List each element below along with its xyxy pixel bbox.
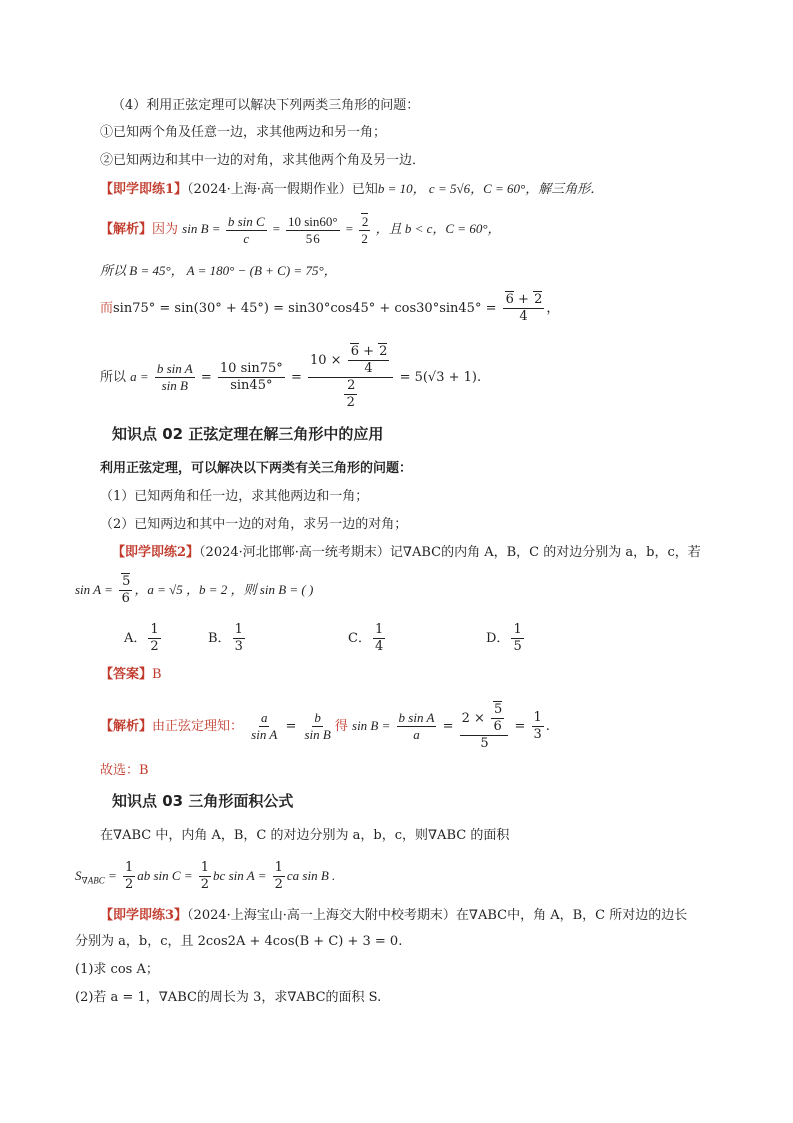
kp2-item-2: （2）已知两边和其中一边的对角，求另一边的对角； bbox=[100, 517, 408, 532]
frac-sin75: $\frac{6 + 2}{4}$ bbox=[503, 292, 545, 325]
ex1-line-b bbox=[100, 262, 337, 281]
ex1-line-sin75: 而sin75° = sin(30° + 45°) = sin30°cos45° + cos30°sin45° = $\frac{6 + 2}{4}$ ， bbox=[100, 292, 560, 324]
kp2-item-1: （1）已知两角和任一边，求其他两边和一角； bbox=[100, 489, 369, 504]
ex1-header bbox=[100, 180, 603, 199]
intro-line-2: ①已知两个角及任意一边，求其他两边和另一角； bbox=[100, 125, 387, 140]
ex2-cond: sin A = $\frac{5}{6}$ ，a = √5 ，b = 2 ，则 sin B = ( ) bbox=[75, 574, 314, 606]
option-a[interactable]: A． $\frac{1}{2}$ bbox=[124, 622, 159, 654]
ex3-q1: (1)求 cos A； bbox=[75, 962, 159, 977]
ex2-ans-val: B bbox=[152, 667, 162, 682]
ex1-jx-cond: ，且 b < c，C = 60°， bbox=[375, 221, 501, 236]
ex3-text: （2024·上海宝山·高一上海交大附中校考期末）在∇ABC中，角 A，B，C 所对边的边长 bbox=[187, 908, 688, 923]
intro-line-3: ②已知两边和其中一边的对角，求其他两个角及另一边． bbox=[100, 153, 426, 168]
kp3-text: 在∇ABC 中，内角 A，B，C 的对边分别为 a，b，c，则∇ABC 的面积 bbox=[100, 828, 510, 843]
ex2-text: （2024·河北邯郸·高一统考期末）记∇ABC的内角 A，B，C 的对边分别为 a，b，c，若 bbox=[199, 545, 701, 560]
kp2-intro: 利用正弦定理，可以解决以下两类有关三角形的问题： bbox=[100, 461, 413, 476]
ex2-jx-de: 得 bbox=[334, 719, 348, 734]
ex2-jx-text: 由正弦定理知： bbox=[152, 719, 244, 734]
ex2-result: 故选：B bbox=[100, 763, 149, 778]
ex2-solution: 【解析】由正弦定理知： $\frac{a}{\text{sin A}}$ = $\frac{b}{\text{sin B}}$ 得 sin B = $\frac{\text{b sin A}}{a}$ = 2 × $\frac{5}{6}$ 5 = $\frac{1}{3}$ . bbox=[100, 701, 550, 751]
ex1-cond: b = 10， c = 5√6，C = 60°，解三角形． bbox=[377, 181, 604, 196]
ex2-cond-tail: ，a = √5 ，b = 2 ，则 sin B = ( ) bbox=[134, 582, 314, 597]
ex2-tag: 【即学即练2】 bbox=[112, 545, 200, 560]
intro-line-1: （4）利用正弦定理可以解决下列两类三角形的问题： bbox=[112, 98, 420, 113]
ex3-tag: 【即学即练3】 bbox=[100, 908, 188, 923]
ex3-text-2: 分别为 a，b，c，且 2cos2A + 4cos(B + C) + 3 = 0. bbox=[75, 934, 403, 949]
formula-sinB: sin B = $\frac{\text{b sin C}}{c}$ = $\frac{10 \sin 60^\circ}{56}$ = $\frac{2}{2}$ bbox=[182, 213, 369, 246]
option-d[interactable]: D． $\frac{1}{5}$ bbox=[486, 622, 522, 654]
kp2-title: 知识点 02 正弦定理在解三角形中的应用 bbox=[112, 425, 384, 443]
kp3-formula: $S_{\nabla ABC}$ = $\frac{1}{2}$ ab sin C = $\frac{1}{2}$ bc sin A = $\frac{1}{2}$ ca sin B . bbox=[75, 860, 336, 892]
ex1-sin75-text: sin75° = sin(30° + 45°) = sin30°cos45° + cos30°sin45° = bbox=[113, 301, 497, 316]
ex2-jx-tag: 【解析】 bbox=[100, 719, 153, 734]
ex1-line-a: 所以 a = $\frac{\text{b sin A}}{\text{sin B}}$ = $\frac{10 \sin 75^\circ}{\sin 45^\circ}$ = 10 × $\frac{6 + 2}{4}$ $\frac{2}{2}$ = 5(√3 + 1). bbox=[100, 344, 482, 410]
option-b[interactable]: B． $\frac{1}{3}$ bbox=[208, 622, 243, 654]
ex1-a-end: = 5(√3 + 1). bbox=[399, 370, 482, 385]
ex1-jx-tag: 【解析】 bbox=[100, 222, 153, 237]
ex3-header bbox=[100, 907, 687, 925]
kp3-title: 知识点 03 三角形面积公式 bbox=[112, 792, 294, 810]
ex2-answer bbox=[100, 666, 162, 684]
ex1-a-prefix: 所以 bbox=[100, 370, 127, 385]
ex2-ans-tag: 【答案】 bbox=[100, 667, 153, 682]
frac-compound: 10 × $\frac{6 + 2}{4}$ $\frac{2}{2}$ bbox=[308, 344, 393, 411]
option-c[interactable]: C． $\frac{1}{4}$ bbox=[348, 622, 384, 654]
ex1-tag: 【即学即练1】 bbox=[100, 182, 188, 197]
ex1-jx-text: 因为 bbox=[152, 222, 179, 237]
ex2-header bbox=[112, 544, 701, 562]
ex3-q2: (2)若 a = 1，∇ABC的周长为 3，求∇ABC的面积 S. bbox=[75, 990, 382, 1005]
ex1-solution-line-1 bbox=[100, 212, 501, 247]
ex1-line-b-text: 所以 B = 45°， A = 180° − (B + C) = 75°， bbox=[100, 263, 337, 278]
ex1-sin75-prefix: 而 bbox=[100, 301, 114, 316]
ex1-source: （2024·上海·高一假期作业）已知 bbox=[187, 182, 378, 197]
